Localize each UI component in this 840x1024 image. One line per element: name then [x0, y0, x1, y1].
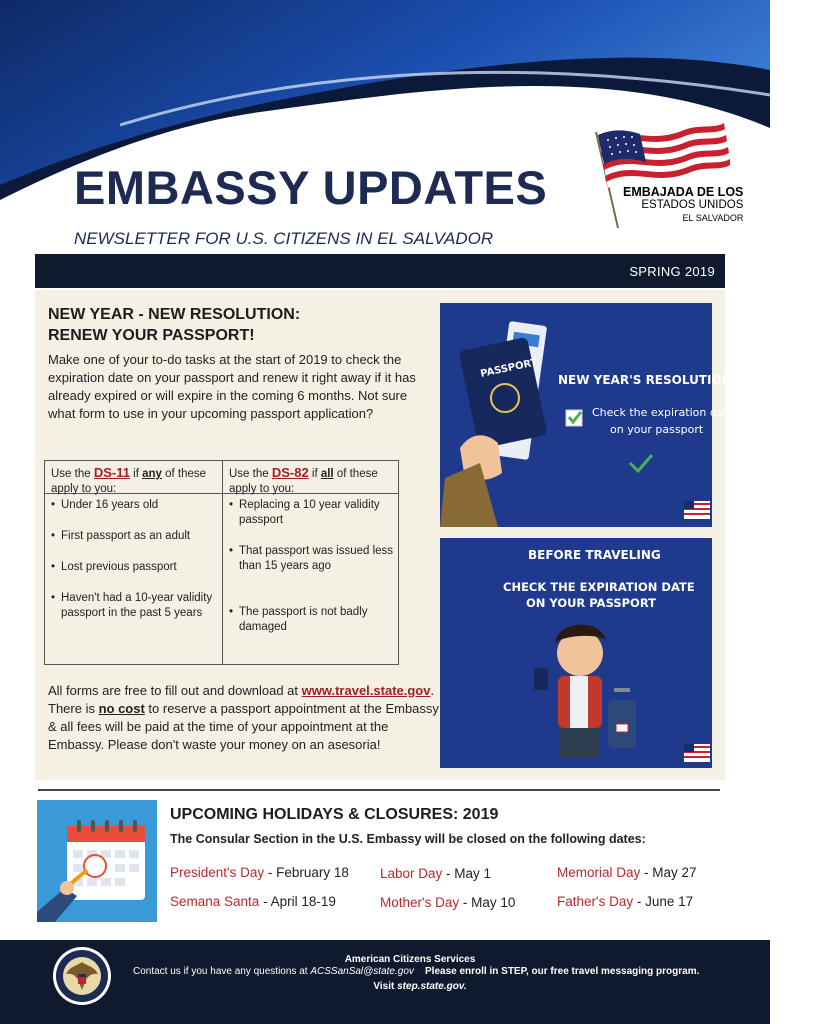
footer-text-2: . There is [48, 683, 435, 716]
ds11-item: • Under 16 years old [51, 498, 216, 513]
ds82-item: • Replacing a 10 year validity passport [229, 498, 394, 528]
ds11-header [45, 461, 222, 494]
holiday-name: Memorial Day [557, 865, 641, 880]
ds11-column [45, 461, 222, 664]
new-years-resolution-graphic [440, 303, 735, 527]
ds82-item: • The passport is not badly damaged [229, 605, 394, 635]
article-intro: Make one of your to-do tasks at the start of 2019 to check the expiration date on your passport and renew it right away if it has already expired or will expire in the coming 6 months. Not sure what form to use in your upcoming passport application? [48, 352, 416, 421]
ds82-pre: Use the [229, 468, 272, 480]
footer-step-text: Please enroll in STEP, our free travel messaging program. [425, 966, 700, 977]
promo2-line1: CHECK THE EXPIRATION DATE [503, 580, 695, 594]
footer-contact-text: Contact us if you have any questions at [133, 966, 311, 977]
ds82-post: of these apply to you: [229, 468, 378, 495]
holiday-item [380, 866, 491, 881]
article-heading [48, 304, 300, 346]
us-flag-icon [684, 501, 710, 519]
logo-line-3: EL SALVADOR [682, 213, 744, 223]
article-footer-text [48, 682, 440, 754]
section-divider [38, 789, 720, 791]
ds11-mid: if [129, 468, 143, 480]
ds11-pre: Use the [51, 468, 94, 480]
embassy-logo-text [623, 186, 743, 223]
holiday-item [170, 894, 336, 909]
article-heading-line-1: NEW YEAR - NEW RESOLUTION: [48, 306, 301, 323]
traveler-illustration [440, 538, 712, 768]
logo-line-1: EMBAJADA DE LOS [623, 185, 744, 199]
footer-acs-label: American Citizens Services [344, 954, 476, 965]
ds11-post: of these apply to you: [51, 468, 207, 495]
passport-word: PASSPORT [479, 357, 539, 380]
holiday-date: - June 17 [633, 894, 694, 909]
ds11-item: • First passport as an adult [51, 529, 216, 544]
holiday-item [380, 895, 515, 910]
step-url-link[interactable]: step.state.gov. [397, 981, 467, 992]
season-bar [35, 254, 725, 288]
ds82-item: • That passport was issued less than 15 years ago [229, 544, 394, 574]
footer-text-1: All forms are free to fill out and download at [48, 683, 302, 698]
before-traveling-graphic [440, 538, 712, 768]
issue-season: SPRING 2019 [629, 264, 715, 279]
holiday-date: - May 10 [459, 895, 516, 910]
newsletter-subtitle: NEWSLETTER FOR U.S. CITIZENS IN EL SALVADOR [74, 229, 494, 248]
calendar-icon [37, 800, 157, 922]
passport-forms-table [44, 460, 399, 665]
holiday-item [557, 894, 693, 909]
logo-line-2: ESTADOS UNIDOS [641, 198, 744, 211]
ds82-header [223, 461, 398, 494]
ds82-form-link[interactable]: DS-82 [271, 465, 309, 480]
us-flag-icon [684, 744, 710, 762]
promo2-line2: ON YOUR PASSPORT [526, 596, 657, 610]
promo1-line1: Check the expiration date [592, 406, 735, 419]
promo2-title: BEFORE TRAVELING [528, 548, 661, 562]
no-cost-emphasis: no cost [98, 701, 145, 716]
holiday-date: - May 1 [442, 866, 492, 881]
holiday-date: - April 18-19 [259, 894, 336, 909]
promo1-title: NEW YEAR'S RESOLUTION [558, 373, 732, 387]
footer-contact [133, 966, 699, 977]
travel-state-gov-link[interactable]: www.travel.state.gov [301, 683, 431, 698]
ds82-mid: if [308, 468, 321, 480]
ds11-item: • Haven't had a 10-year validity passport in the past 5 years [51, 591, 216, 621]
ds11-item: • Lost previous passport [51, 560, 216, 575]
article-heading-line-2: RENEW YOUR PASSPORT! [48, 327, 255, 344]
contact-email-link[interactable]: ACSSanSal@state.gov [310, 966, 414, 977]
holiday-date: - February 18 [264, 865, 349, 880]
ds11-emph: any [142, 468, 162, 480]
holiday-name: Labor Day [380, 866, 443, 881]
ds82-emph: all [320, 468, 334, 480]
promo1-line2: on your passport [610, 423, 704, 436]
holiday-name: Semana Santa [170, 894, 260, 909]
holiday-name: Father's Day [557, 894, 634, 909]
holiday-item [170, 865, 349, 880]
footer-visit-text: Visit [373, 981, 398, 992]
holiday-date: - May 27 [640, 865, 697, 880]
holiday-name: President's Day [170, 865, 265, 880]
holiday-item [557, 865, 697, 880]
footer-visit [0, 981, 840, 992]
ds11-form-link[interactable]: DS-11 [93, 465, 130, 480]
ds82-column [222, 461, 398, 664]
holiday-name: Mother's Day [380, 895, 460, 910]
holidays-subtitle: The Consular Section in the U.S. Embassy will be closed on the following dates: [170, 832, 646, 846]
footer-text-3: to reserve a passport appointment at the Embassy & all fees will be paid at the time of your appointment at the Embassy. Please don't waste your money on an asesoria! [48, 701, 439, 752]
holidays-title: UPCOMING HOLIDAYS & CLOSURES: 2019 [170, 806, 499, 823]
newsletter-title: EMBASSY UPDATES [74, 161, 548, 214]
